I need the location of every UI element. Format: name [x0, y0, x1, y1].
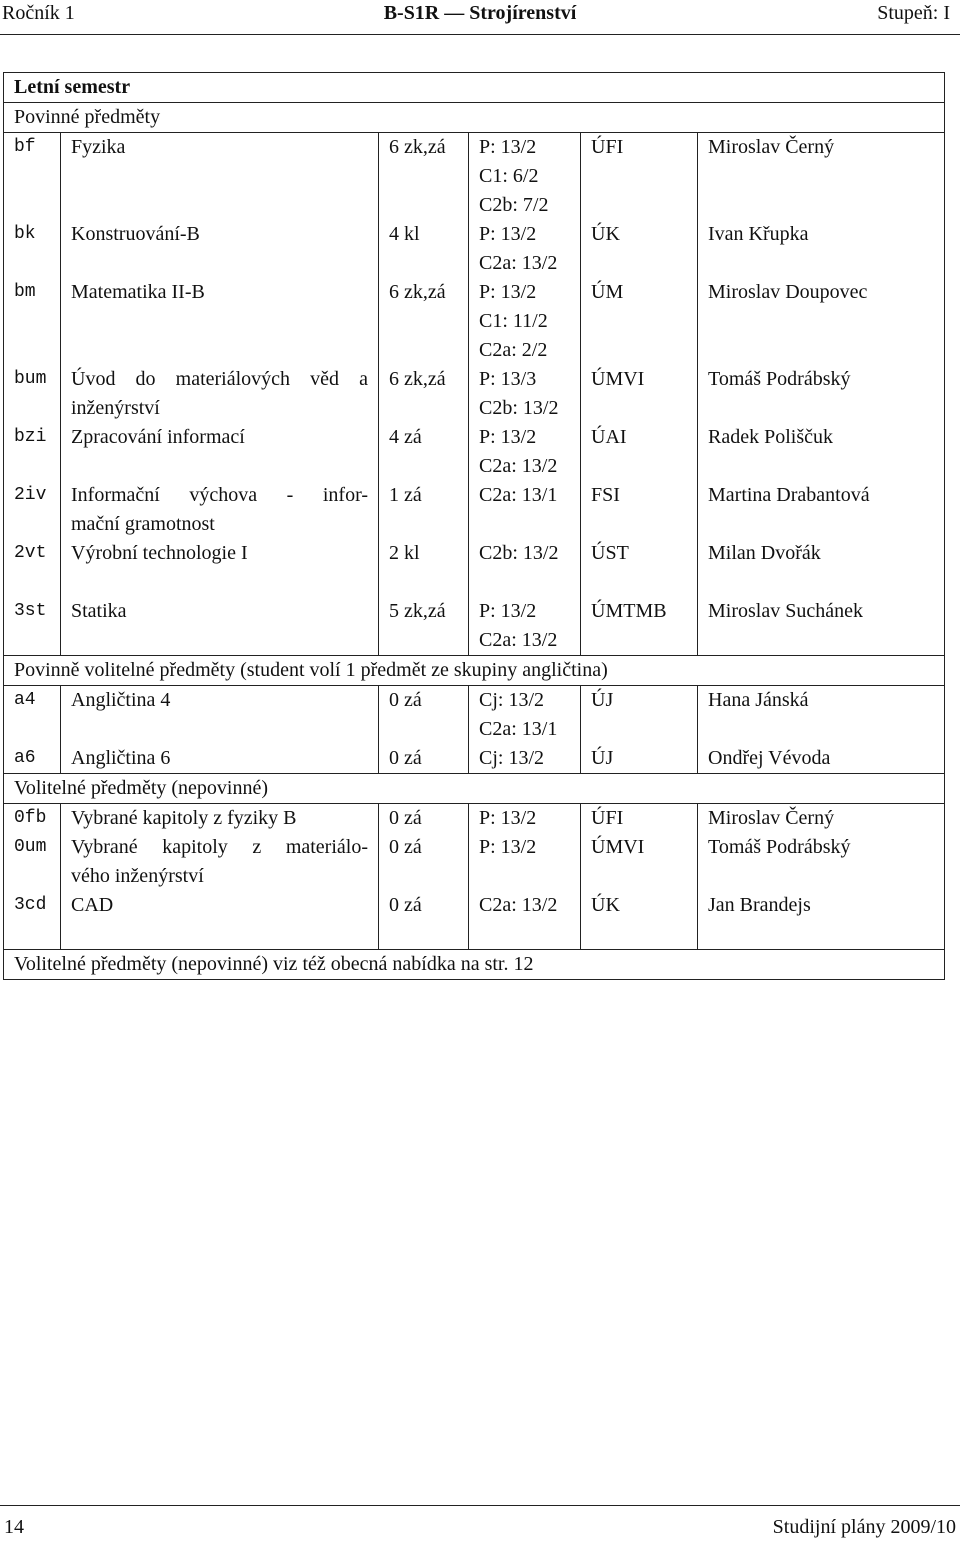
course-credits: 5 zk,zá — [379, 597, 469, 656]
course-teacher: Miroslav Černý — [698, 804, 945, 834]
course-name-line: Úvod do materiálových věd a — [71, 368, 368, 390]
course-hours-line: C2b: 13/2 — [479, 542, 559, 564]
course-teacher: Ivan Křupka — [698, 220, 945, 278]
course-teacher: Tomáš Podrábský — [698, 833, 945, 891]
course-name-line: Konstruování-B — [71, 223, 200, 245]
section-row — [4, 774, 945, 804]
spacer — [379, 568, 469, 597]
spacer — [4, 568, 61, 597]
course-code: bum — [14, 369, 47, 389]
course-hours-line: C2b: 7/2 — [479, 194, 549, 216]
course-teacher: Ondřej Vévoda — [698, 744, 945, 774]
section-row — [4, 656, 945, 686]
course-row — [4, 133, 945, 221]
course-row — [4, 833, 945, 891]
footer-title: Studijní plány 2009/10 — [772, 1516, 956, 1538]
course-name — [61, 891, 379, 920]
course-name — [61, 365, 379, 423]
course-code: 3cd — [14, 895, 47, 915]
course-name — [61, 686, 379, 745]
course-hours-line: P: 13/2 — [479, 136, 537, 158]
course-institute: ÚMVI — [581, 365, 698, 423]
course-institute: ÚMTMB — [581, 597, 698, 656]
course-credits: 0 zá — [379, 804, 469, 834]
course-teacher: Jan Brandejs — [698, 891, 945, 920]
course-hours-line: C2a: 13/1 — [479, 484, 558, 506]
spacer — [469, 568, 581, 597]
course-name-line: Statika — [71, 600, 127, 622]
course-name-line: Angličtina 6 — [71, 747, 171, 769]
course-name-line: Vybrané kapitoly z materiálo- — [71, 836, 368, 858]
course-hours-line: P: 13/2 — [479, 836, 537, 858]
course-institute: ÚAI — [581, 423, 698, 481]
course-hours-line: P: 13/2 — [479, 807, 537, 829]
course-name-line: vého inženýrství — [71, 865, 204, 887]
course-code: bm — [14, 282, 36, 302]
spacer-row — [4, 920, 945, 950]
course-hours — [469, 804, 581, 834]
course-name — [61, 133, 379, 221]
course-code: 0um — [14, 837, 47, 857]
course-name-line: inženýrství — [71, 397, 160, 419]
course-credits: 4 zá — [379, 423, 469, 481]
spacer — [61, 920, 379, 950]
course-credits: 0 zá — [379, 744, 469, 774]
course-code: bf — [4, 133, 61, 221]
course-hours-line: P: 13/3 — [479, 368, 537, 390]
section-title-povinne-volitelne: Povinně volitelné předměty (student volí 1 předmět ze skupiny angličtina) — [4, 656, 945, 686]
course-row — [4, 539, 945, 568]
course-hours-line: C2a: 13/2 — [479, 252, 558, 274]
footer-rule — [0, 1505, 960, 1506]
course-institute: ÚFI — [581, 133, 698, 221]
course-name-line: Vybrané kapitoly z fyziky B — [71, 807, 297, 829]
course-hours-line: Cj: 13/2 — [479, 747, 545, 769]
course-code: bzi — [14, 427, 47, 447]
course-institute: ÚMVI — [581, 833, 698, 891]
course-hours — [469, 365, 581, 423]
course-code: 2vt — [14, 543, 47, 563]
course-institute: ÚST — [581, 539, 698, 568]
spacer — [61, 568, 379, 597]
course-hours-line: C1: 11/2 — [479, 310, 548, 332]
course-institute: ÚM — [581, 278, 698, 365]
section-row — [4, 950, 945, 980]
course-name-line: Zpracování informací — [71, 426, 245, 448]
course-name-line: mační gramotnost — [71, 513, 215, 535]
course-row — [4, 597, 945, 656]
course-teacher: Miroslav Suchánek — [698, 597, 945, 656]
course-table — [3, 72, 945, 980]
course-code: 0fb — [4, 804, 61, 834]
course-row — [4, 686, 945, 745]
spacer — [4, 920, 61, 950]
course-institute: ÚFI — [581, 804, 698, 834]
course-hours — [469, 278, 581, 365]
spacer — [469, 920, 581, 950]
course-hours — [469, 539, 581, 568]
course-name-line: Fyzika — [71, 136, 126, 158]
course-hours-line: P: 13/2 — [479, 281, 537, 303]
course-institute: ÚJ — [581, 686, 698, 745]
course-row — [4, 423, 945, 481]
course-hours-line: C2a: 13/2 — [479, 629, 558, 651]
course-name — [61, 539, 379, 568]
header-rule — [0, 34, 960, 35]
course-institute: ÚK — [581, 891, 698, 920]
course-credits: 6 zk,zá — [379, 278, 469, 365]
course-hours — [469, 133, 581, 221]
course-row — [4, 481, 945, 539]
course-name — [61, 481, 379, 539]
course-code: 2iv — [14, 485, 47, 505]
course-row — [4, 220, 945, 278]
course-credits: 0 zá — [379, 891, 469, 920]
course-row — [4, 891, 945, 920]
course-name — [61, 744, 379, 774]
course-name-line: Matematika II-B — [71, 281, 205, 303]
course-hours-line: P: 13/2 — [479, 223, 537, 245]
course-name — [61, 597, 379, 656]
course-hours — [469, 597, 581, 656]
course-hours — [469, 891, 581, 920]
course-hours — [469, 833, 581, 891]
section-row — [4, 103, 945, 133]
course-name-line: CAD — [71, 894, 114, 916]
course-name — [61, 833, 379, 891]
spacer — [581, 920, 698, 950]
course-hours-line: P: 13/2 — [479, 600, 537, 622]
page-number: 14 — [4, 1516, 24, 1538]
course-credits: 0 zá — [379, 833, 469, 891]
course-row — [4, 744, 945, 774]
course-code: a4 — [4, 686, 61, 745]
course-hours — [469, 423, 581, 481]
course-teacher: Martina Drabantová — [698, 481, 945, 539]
course-credits: 6 zk,zá — [379, 133, 469, 221]
course-name-line: Informační výchova - infor- — [71, 484, 368, 506]
course-hours — [469, 481, 581, 539]
course-code: bk — [14, 224, 36, 244]
course-row — [4, 804, 945, 834]
spacer — [698, 568, 945, 597]
header-year: Ročník 1 — [2, 2, 75, 24]
course-hours-line: C2a: 2/2 — [479, 339, 548, 361]
course-teacher: Tomáš Podrábský — [698, 365, 945, 423]
course-hours — [469, 686, 581, 745]
course-teacher: Miroslav Černý — [698, 133, 945, 221]
semester-row — [4, 73, 945, 103]
spacer — [581, 568, 698, 597]
course-institute: ÚJ — [581, 744, 698, 774]
course-name — [61, 804, 379, 834]
course-teacher: Hana Jánská — [698, 686, 945, 745]
course-code: 3st — [14, 601, 47, 621]
course-name — [61, 278, 379, 365]
course-credits: 2 kl — [379, 539, 469, 568]
course-hours — [469, 744, 581, 774]
course-credits: 4 kl — [379, 220, 469, 278]
course-hours-line: C2b: 13/2 — [479, 397, 559, 419]
course-name — [61, 220, 379, 278]
header-program: B-S1R — Strojírenství — [383, 2, 577, 24]
spacer — [379, 920, 469, 950]
spacer — [698, 920, 945, 950]
course-name-line: Angličtina 4 — [71, 689, 171, 711]
spacer-row — [4, 568, 945, 597]
course-hours-line: Cj: 13/2 — [479, 689, 545, 711]
page-header — [0, 0, 960, 28]
course-row — [4, 278, 945, 365]
course-hours — [469, 220, 581, 278]
semester-title: Letní semestr — [14, 76, 131, 98]
course-teacher: Miroslav Doupovec — [698, 278, 945, 365]
course-code: a6 — [14, 748, 36, 768]
course-institute: ÚK — [581, 220, 698, 278]
course-hours-line: C1: 6/2 — [479, 165, 539, 187]
section-title-volitelne: Volitelné předměty (nepovinné) — [4, 774, 945, 804]
course-name-line: Výrobní technologie I — [71, 542, 248, 564]
course-credits: 6 zk,zá — [379, 365, 469, 423]
course-teacher: Milan Dvořák — [698, 539, 945, 568]
course-hours-line: C2a: 13/2 — [479, 455, 558, 477]
course-credits: 0 zá — [379, 686, 469, 745]
course-row — [4, 365, 945, 423]
note-text: Volitelné předměty (nepovinné) viz též obecná nabídka na str. 12 — [4, 950, 945, 980]
course-hours-line: C2a: 13/1 — [479, 718, 558, 740]
course-name — [61, 423, 379, 481]
header-level: Stupeň: I — [877, 2, 950, 24]
course-teacher: Radek Poliščuk — [698, 423, 945, 481]
course-hours-line: C2a: 13/2 — [479, 894, 558, 916]
course-credits: 1 zá — [379, 481, 469, 539]
course-institute: FSI — [581, 481, 698, 539]
section-title-povinne: Povinné předměty — [4, 103, 945, 133]
course-hours-line: P: 13/2 — [479, 426, 537, 448]
